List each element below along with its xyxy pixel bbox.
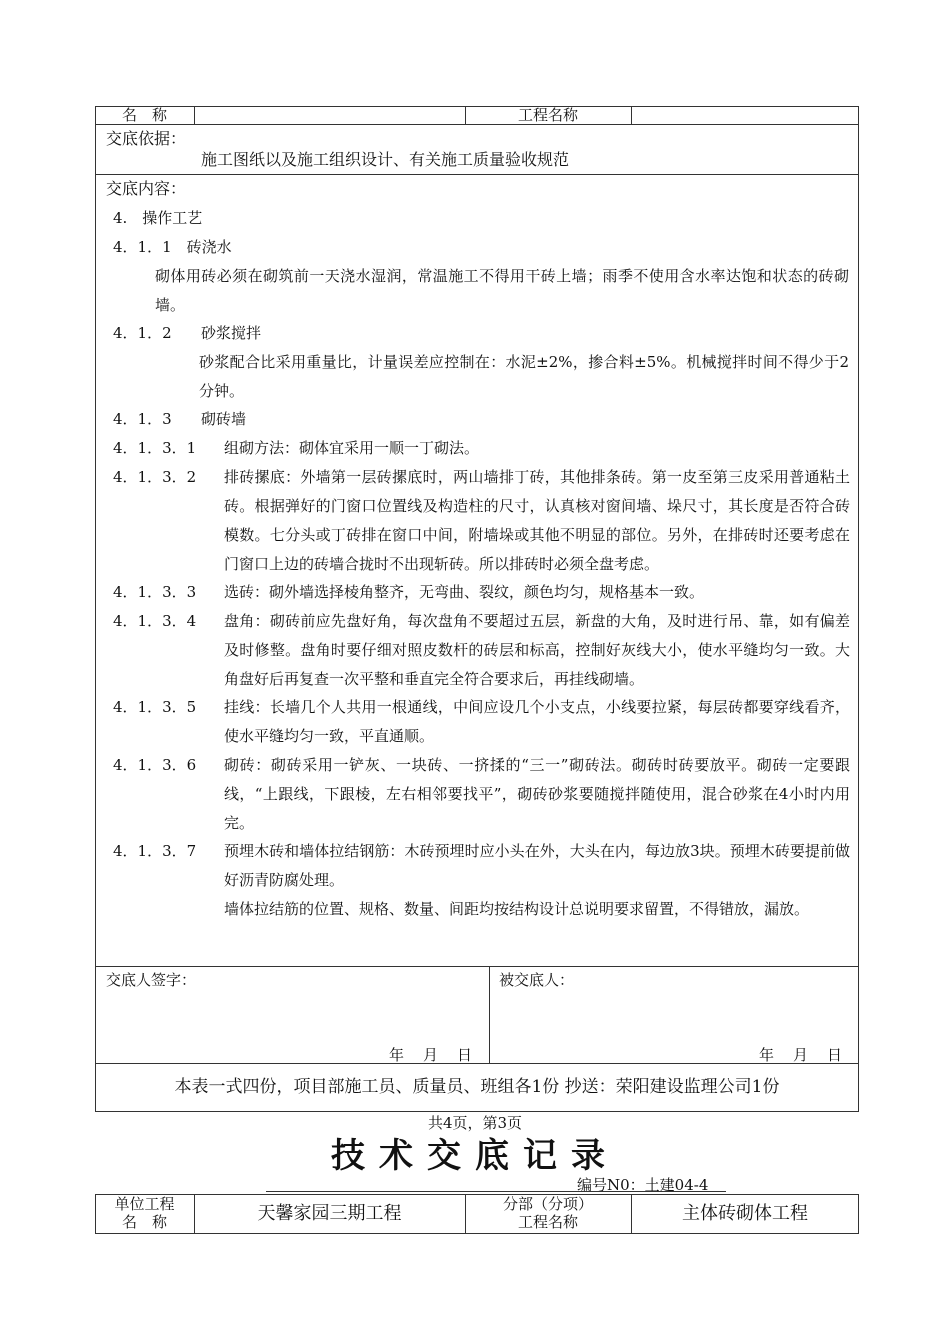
sub-project-value: 主体砖砌体工程 [682,1203,808,1224]
section-heading: 砂浆搅拌 [201,324,262,342]
divider [631,106,632,124]
divider [95,124,859,125]
section-heading: 4. 操作工艺 [113,209,203,227]
project-name-label: 工程名称 [517,106,578,124]
section-heading: 4．1．1 砖浇水 [113,238,232,256]
divider [95,966,859,967]
section-text: 预埋木砖和墙体拉结钢筋：木砖预埋时应小头在外，大头在内，每边放3块。预埋木砖要提前做好沥青防腐处理。 [224,842,850,889]
content-label: 交底内容： [106,179,187,198]
section-text: 排砖摞底：外墙第一层砖摞底时，两山墙排丁砖，其他排条砖。第一皮至第三皮采用普通粘土砖。根据弹好的门窗口位置线及构造柱的尺寸，认真核对窗间墙、垛尺寸，其长度是否符合砖模数。七分头或丁砖排在窗口中间，附墙垛或其他不明显的部位。另外，在排砖时还要考虑在门窗口上边的砖墙合拢时不出现斩砖。所以排砖时必须全盘考虑。 [224,468,850,573]
unit-project-label: 名 称 [121,1213,167,1231]
section-number: 4．1．3 [113,410,172,428]
section-text: 选砖：砌外墙选择棱角整齐，无弯曲、裂纹，颜色均匀，规格基本一致。 [224,583,705,601]
section-text: 组砌方法：砌体宜采用一顺一丁砌法。 [224,439,480,457]
section-number: 4．1．3．6 [113,756,197,774]
section-text: 盘角：砌砖前应先盘好角，每次盘角不要超过五层，新盘的大角，及时进行吊、靠，如有偏差及时修整。盘角时要仔细对照皮数杆的砖层和标高，控制好灰线大小，使水平缝均匀一致。大角盘好后再复查一次平整和垂直完全符合要求后，再挂线砌墙。 [224,612,850,688]
section-text: 墙体拉结筋的位置、规格、数量、间距均按结构设计总说明要求留置，不得错放，漏放。 [224,900,810,918]
sub-project-label: 工程名称 [517,1213,578,1231]
divider [194,106,195,124]
date-left: 年 月 日 [389,1046,475,1064]
receiver-label: 被交底人： [499,971,575,989]
section-number: 4．1．3．5 [113,698,197,716]
section-number: 4．1．3．7 [113,842,197,860]
section-number: 4．1．3．2 [113,468,197,486]
divider [95,1063,859,1064]
page-info: 共4页，第3页 [427,1114,523,1132]
section-text: 挂线：长墙几个人共用一根通线，中间应设几个小支点，小线要拉紧，每层砖都要穿线看齐，使水平缝均匀一致，平直通顺。 [224,698,850,745]
name-label: 名 称 [121,106,167,124]
section-number: 4．1．3．4 [113,612,197,630]
section-text: 砌砖：砌砖采用一铲灰、一块砖、一挤揉的“三一”砌砖法。砌砖时砖要放平。砌砖一定要跟线，“上跟线，下跟棱，左右相邻要找平”，砌砖砂浆要随搅拌随使用，混合砂浆在4小时内用完。 [224,756,850,832]
section-number: 4．1．2 [113,324,172,342]
divider [95,174,859,175]
section-number: 4．1．3．3 [113,583,197,601]
basis-label: 交底依据： [106,129,187,148]
basis-text: 施工图纸以及施工组织设计、有关施工质量验收规范 [201,150,570,169]
distribution-note: 本表一式四份，项目部施工员、质量员、班组各1份 抄送：荣阳建设监理公司1份 [174,1077,780,1097]
section-heading: 砌砖墙 [201,410,247,428]
discloser-signature-label: 交底人签字： [106,971,197,989]
section-text: 砌体用砖必须在砌筑前一天浇水湿润，常温施工不得用干砖上墙；雨季不使用含水率达饱和状态的砖砌墙。 [155,267,849,314]
divider [489,966,490,1063]
divider [266,1191,726,1192]
record-title: 技术交底记录 [331,1136,619,1176]
date-right: 年 月 日 [759,1046,845,1064]
unit-project-label: 单位工程 [114,1195,175,1213]
section-text: 砂浆配合比采用重量比，计量误差应控制在：水泥±2%，掺合料±5%。机械搅拌时间不得少于2分钟。 [199,353,849,400]
sub-project-label: 分部（分项） [502,1195,593,1213]
record-code: 编号N0：土建04-4 [577,1176,709,1194]
section-number: 4．1．3．1 [113,439,197,457]
unit-project-value: 天馨家园三期工程 [257,1203,402,1224]
